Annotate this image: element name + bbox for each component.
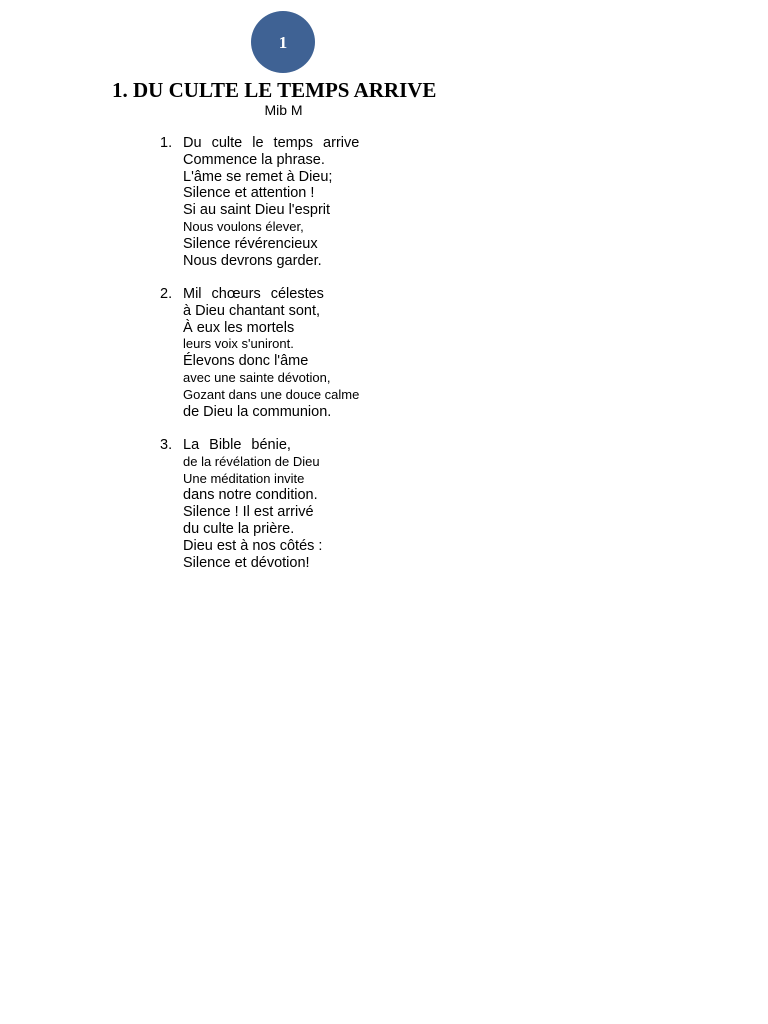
verse-number: 1. bbox=[160, 135, 173, 151]
verse-line-text: Mil chœurs célestes bbox=[183, 286, 324, 302]
verse-line: Commence la phrase. bbox=[183, 151, 325, 168]
verse-line: avec une sainte dévotion, bbox=[183, 369, 331, 385]
verse-line: L'âme se remet à Dieu; bbox=[183, 168, 333, 185]
verse-line: Silence révérencieux bbox=[183, 235, 318, 252]
verse-line: leurs voix s'uniront. bbox=[183, 336, 294, 352]
verse-line bbox=[160, 286, 359, 303]
verse-line: Une méditation invite bbox=[183, 470, 305, 486]
verse-line: À eux les mortels bbox=[183, 319, 295, 336]
hymn-number-badge bbox=[251, 11, 315, 73]
verse-line: Silence et attention ! bbox=[183, 185, 315, 202]
verse-line: Nous voulons élever, bbox=[183, 218, 304, 234]
verse-line: de la révélation de Dieu bbox=[183, 453, 320, 469]
verse-line bbox=[160, 135, 359, 152]
verse-number: 3. bbox=[160, 437, 173, 453]
verse-line-text: La Bible bénie, bbox=[183, 437, 291, 453]
verse-line: Dieu est à nos côtés : bbox=[183, 537, 323, 554]
verse-line: Silence ! Il est arrivé bbox=[183, 504, 314, 521]
verse-line: dans notre condition. bbox=[183, 487, 318, 504]
hymn-number: 1 bbox=[278, 32, 288, 52]
hymn-key: Mib M bbox=[264, 102, 303, 118]
verse-line: Si au saint Dieu l'esprit bbox=[183, 202, 331, 219]
verse-line: Silence et dévotion! bbox=[183, 554, 310, 571]
hymn-title: 1. DU CULTE LE TEMPS ARRIVE bbox=[112, 78, 437, 102]
verse-line bbox=[160, 437, 322, 454]
verse-line: Nous devrons garder. bbox=[183, 252, 322, 269]
verse-line: de Dieu la communion. bbox=[183, 403, 332, 420]
verse-line: du culte la prière. bbox=[183, 520, 295, 537]
verse-1 bbox=[160, 135, 359, 269]
verse-2 bbox=[160, 286, 359, 420]
verse-line-text: Du culte le temps arrive bbox=[183, 135, 360, 151]
verse-line: Élevons donc l'âme bbox=[183, 353, 309, 370]
verse-line: à Dieu chantant sont, bbox=[183, 302, 321, 319]
verse-number: 2. bbox=[160, 286, 173, 302]
verse-line: Gozant dans une douce calme bbox=[183, 386, 360, 402]
verse-3 bbox=[160, 437, 322, 571]
